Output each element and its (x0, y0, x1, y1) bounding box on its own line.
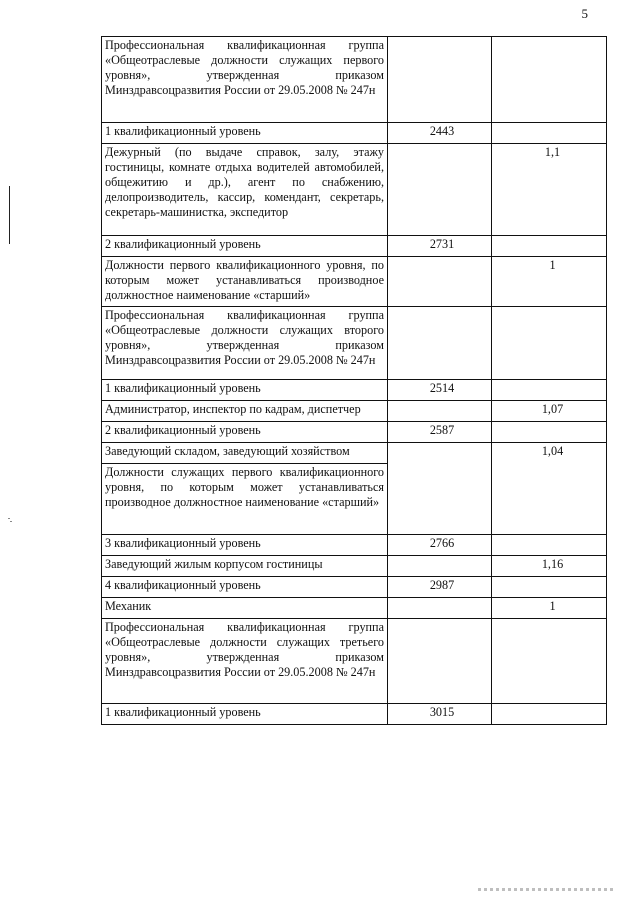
table-row (102, 535, 607, 556)
salary-cell (388, 257, 492, 307)
table-row (102, 307, 607, 380)
row-label-cell: Должности служащих первого квалификационного уровня, по которым может устанавливаться производное должностное наименование «старший» (102, 464, 388, 535)
row-label-cell: 2 квалификационный уровень (102, 236, 388, 257)
row-label-cell: 3 квалификационный уровень (102, 535, 388, 556)
salary-cell (388, 598, 492, 619)
coefficient-cell (492, 422, 607, 443)
bottom-scan-noise (478, 888, 614, 891)
salary-cell (388, 307, 492, 380)
salary-cell (388, 401, 492, 422)
row-label-cell: Механик (102, 598, 388, 619)
coefficient-cell: 1,04 (492, 443, 607, 535)
row-label-cell: Профессиональная квалификационная группа «Общеотраслевые должности служащих второго уровня», утвержденная приказом Минздравсоцразвития России от 29.05.2008 № 247н (102, 307, 388, 380)
row-label-cell: 1 квалификационный уровень (102, 704, 388, 725)
row-label-cell: 2 квалификационный уровень (102, 422, 388, 443)
left-margin-scan-mark (9, 186, 10, 244)
qualification-table (101, 36, 607, 725)
table-row (102, 37, 607, 123)
salary-cell: 2587 (388, 422, 492, 443)
table-row (102, 556, 607, 577)
row-label-cell: Должности первого квалификационного уровня, по которым может устанавливаться производное должностное наименование «старший» (102, 257, 388, 307)
row-label-cell: Профессиональная квалификационная группа «Общеотраслевые должности служащих третьего уровня», утвержденная приказом Минздравсоцразвития России от 29.05.2008 № 247н (102, 619, 388, 704)
coefficient-cell (492, 380, 607, 401)
salary-cell (388, 619, 492, 704)
salary-cell: 2987 (388, 577, 492, 598)
row-label-cell: Заведующий складом, заведующий хозяйством (102, 443, 388, 464)
salary-cell (388, 144, 492, 236)
table-row (102, 598, 607, 619)
scan-speck (8, 518, 10, 519)
coefficient-cell (492, 236, 607, 257)
row-label-cell: 1 квалификационный уровень (102, 380, 388, 401)
salary-cell: 2514 (388, 380, 492, 401)
coefficient-cell (492, 619, 607, 704)
table-row (102, 144, 607, 236)
salary-cell: 2731 (388, 236, 492, 257)
row-label-cell: Профессиональная квалификационная группа «Общеотраслевые должности служащих первого уровня», утвержденная приказом Минздравсоцразвития России от 29.05.2008 № 247н (102, 37, 388, 123)
table-row (102, 123, 607, 144)
coefficient-cell (492, 37, 607, 123)
coefficient-cell: 1,07 (492, 401, 607, 422)
row-label-cell: Заведующий жилым корпусом гостиницы (102, 556, 388, 577)
table-row (102, 443, 607, 464)
page-number: 5 (581, 6, 588, 21)
table-row (102, 619, 607, 704)
salary-cell (388, 443, 492, 535)
coefficient-cell (492, 535, 607, 556)
coefficient-cell: 1 (492, 257, 607, 307)
coefficient-cell: 1,1 (492, 144, 607, 236)
coefficient-cell: 1 (492, 598, 607, 619)
coefficient-cell (492, 307, 607, 380)
salary-cell: 3015 (388, 704, 492, 725)
table-row (102, 704, 607, 725)
table-row (102, 236, 607, 257)
salary-cell: 2766 (388, 535, 492, 556)
salary-cell (388, 556, 492, 577)
coefficient-cell (492, 704, 607, 725)
table-row (102, 257, 607, 307)
salary-cell: 2443 (388, 123, 492, 144)
table-row (102, 401, 607, 422)
table-row (102, 380, 607, 401)
row-label-cell: 1 квалификационный уровень (102, 123, 388, 144)
table-row (102, 422, 607, 443)
coefficient-cell: 1,16 (492, 556, 607, 577)
coefficient-cell (492, 577, 607, 598)
row-label-cell: Администратор, инспектор по кадрам, диспетчер (102, 401, 388, 422)
scan-speck (10, 521, 12, 522)
table-row (102, 577, 607, 598)
salary-cell (388, 37, 492, 123)
row-label-cell: 4 квалификационный уровень (102, 577, 388, 598)
coefficient-cell (492, 123, 607, 144)
row-label-cell: Дежурный (по выдаче справок, залу, этажу гостиницы, комнате отдыха водителей автомобилей, общежитию и др.), агент по снабжению, делопроизводитель, кассир, комендант, секретарь, секретарь-машинистка, экспедитор (102, 144, 388, 236)
